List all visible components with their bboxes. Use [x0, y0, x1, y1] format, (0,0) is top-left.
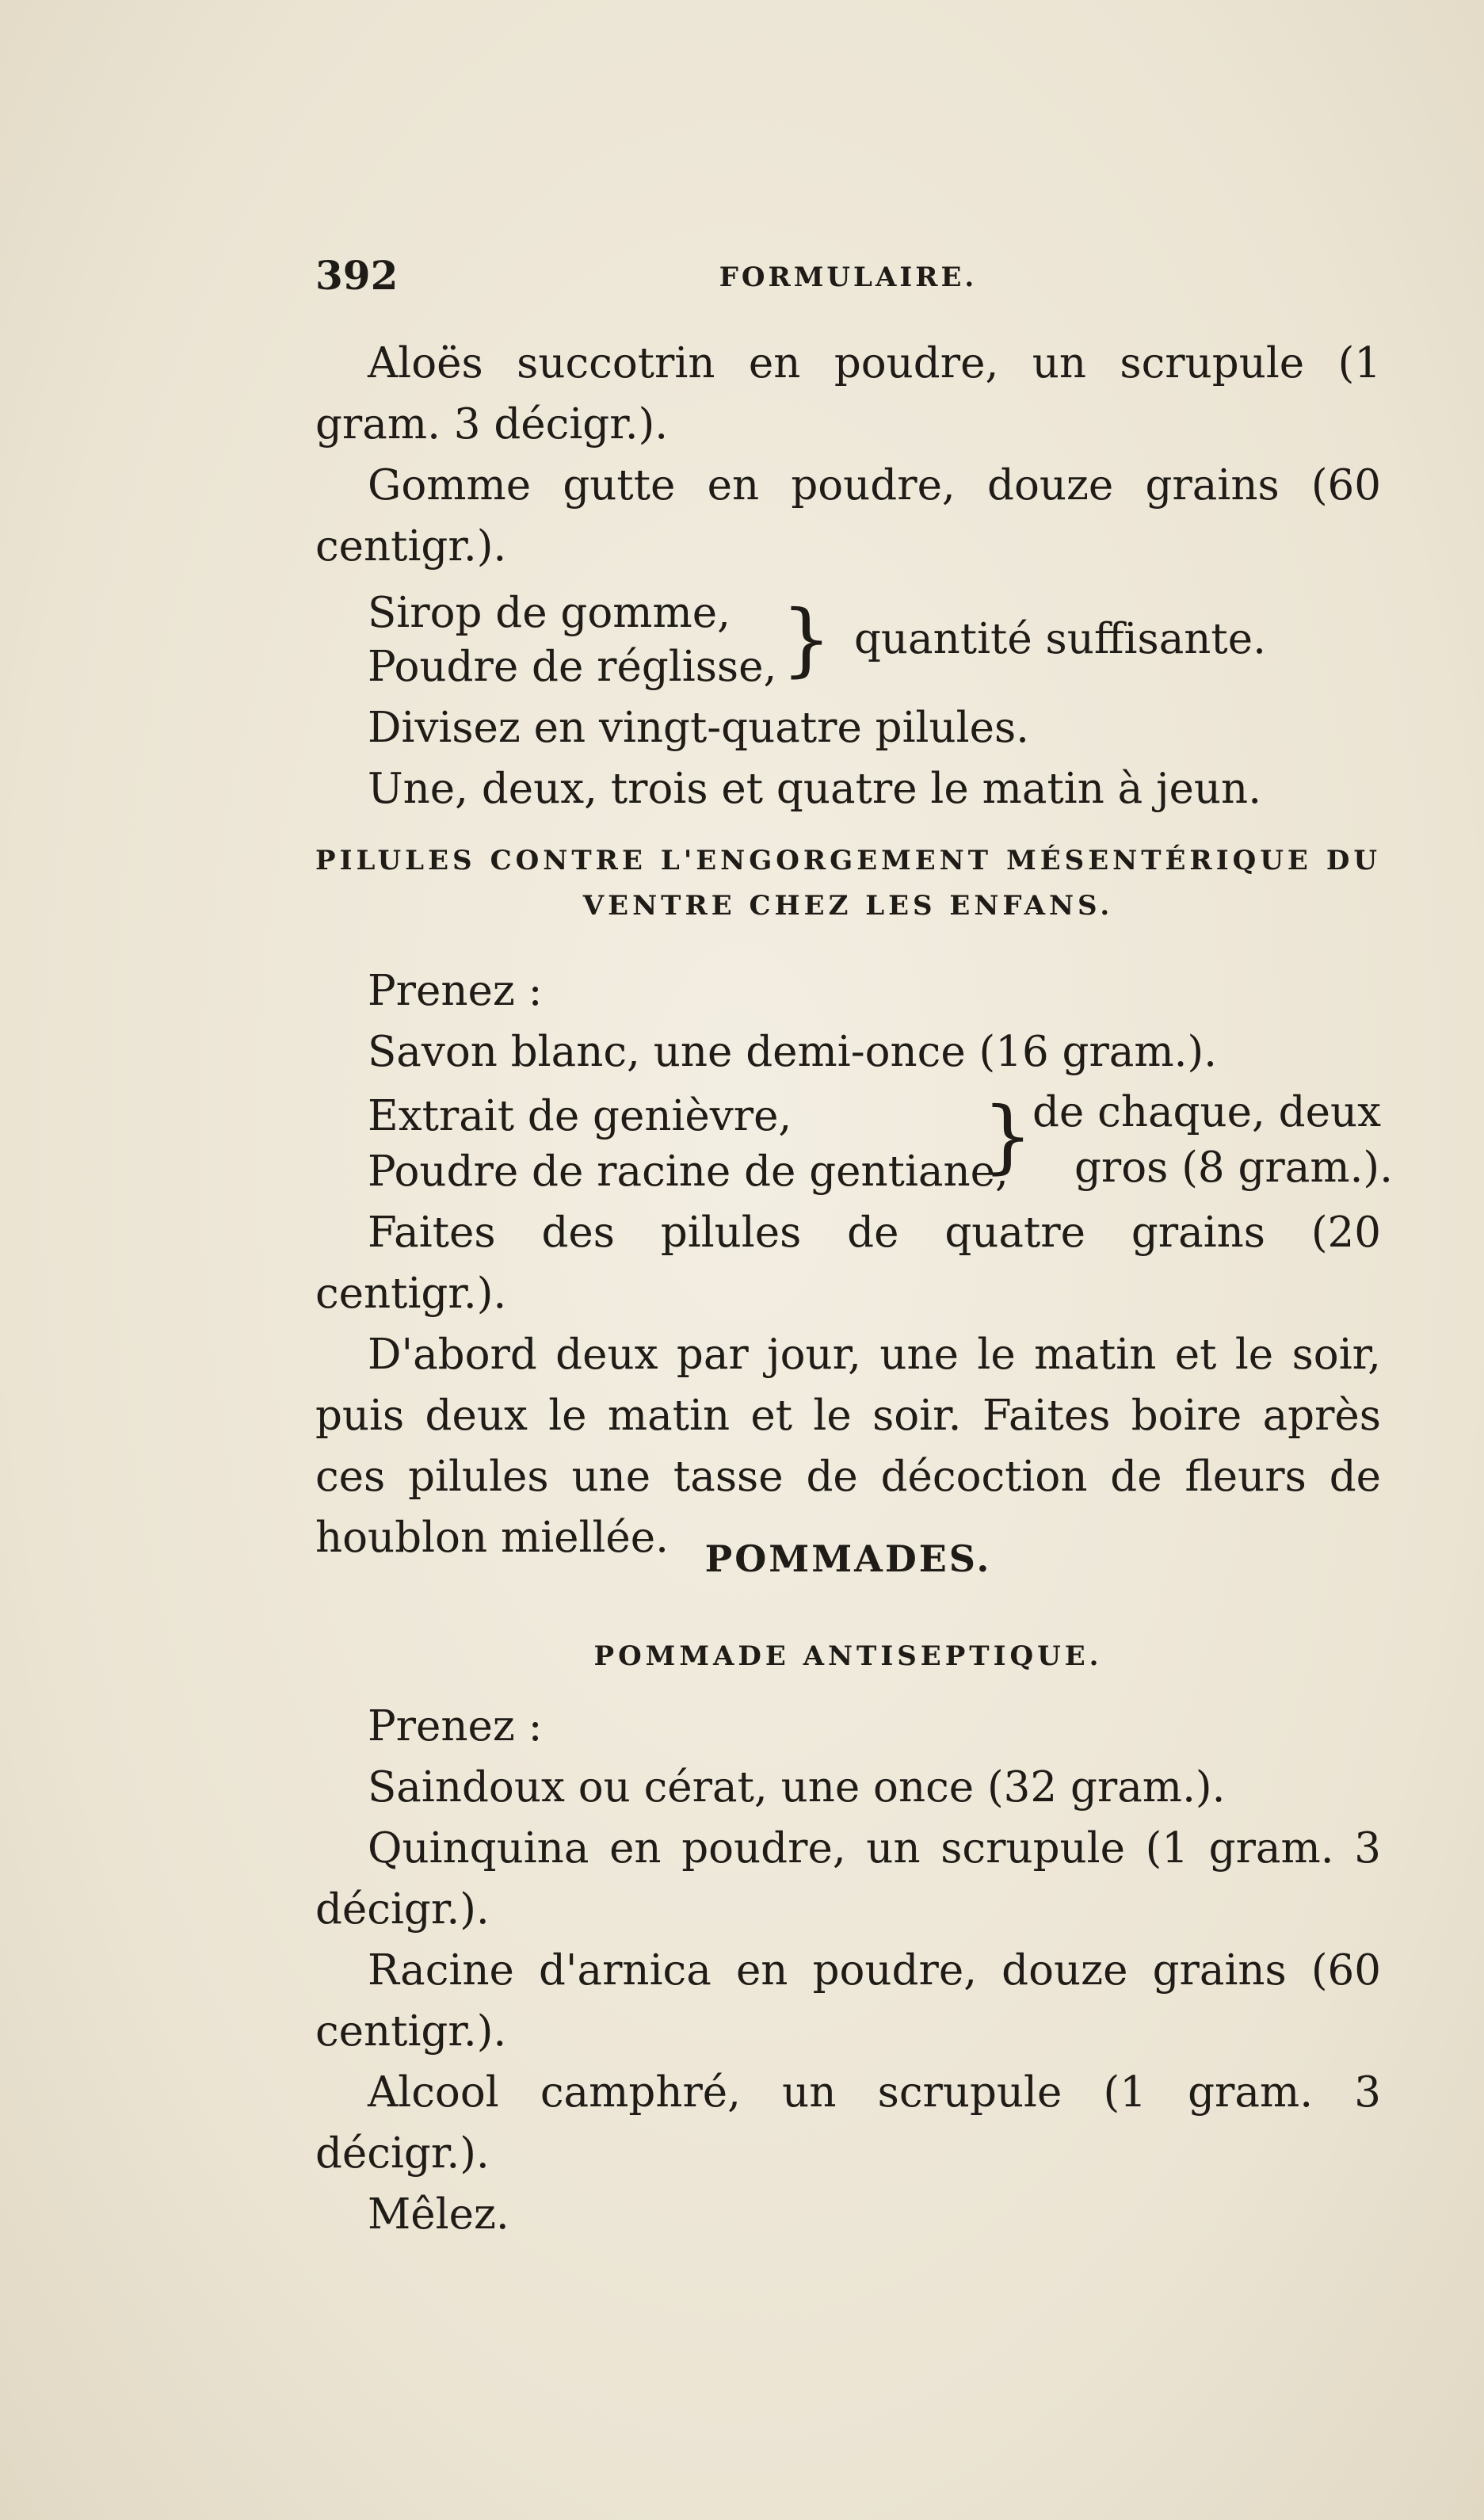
instruction-faites: Faites des pilules de quatre grains (20 centigr.).: [315, 1208, 1381, 1318]
recipe-2-top: [315, 960, 1381, 1082]
ingredient-quinquina: Quinquina en poudre, un scrupule (1 gram. 3 décigr.).: [315, 1824, 1381, 1934]
pommade-body: [315, 1696, 1381, 2245]
instruction-melez: Mêlez.: [368, 2190, 509, 2239]
instruction-divisez: Divisez en vingt-quatre pilules.: [368, 704, 1030, 752]
brace-group-2: [315, 1086, 1393, 1205]
ingredient-savon: Savon blanc, une demi-once (16 gram.).: [368, 1028, 1218, 1076]
recipe-subtitle: POMMADE ANTISEPTIQUE.: [593, 1640, 1103, 1672]
ingredient-poudre-reglisse: Poudre de réglisse,: [368, 643, 777, 691]
ingredient-gentiane: Poudre de racine de gentiane,: [368, 1147, 1009, 1196]
page-number: 392: [315, 252, 399, 299]
brace-quantity-line-2: gros (8 gram.).: [1074, 1144, 1393, 1192]
brace-quantity: quantité suffisante.: [854, 615, 1266, 663]
recipe-title-line-1: PILULES CONTRE L'ENGORGEMENT MÉSENTÉRIQUE DU: [315, 845, 1381, 876]
recipe-1-top: [315, 333, 1381, 577]
brace-symbol: }: [982, 1090, 1033, 1182]
ingredient-sirop: Sirop de gomme,: [368, 589, 731, 637]
recipe-2-heading: [315, 838, 1381, 929]
section-title: POMMADES.: [704, 1537, 992, 1580]
pommades-section: [315, 1537, 1381, 1580]
ingredient-alcool: Alcool camphré, un scrupule (1 gram. 3 décigr.).: [315, 2068, 1381, 2178]
instruction-dosage: D'abord deux par jour, une le matin et le soir, puis deux le matin et le soir. Faites boire après ces pilules une tasse de décoction de fleurs de houblon miellée.: [315, 1331, 1381, 1562]
ingredient-saindoux: Saindoux ou cérat, une once (32 gram.).: [368, 1763, 1226, 1812]
brace-quantity-line-1: de chaque, deux: [1032, 1088, 1381, 1136]
recipe-1-bottom: [315, 697, 1381, 819]
recipe-title-line-2: VENTRE CHEZ LES ENFANS.: [582, 890, 1114, 922]
prenez-label: Prenez :: [368, 967, 543, 1015]
prenez-label: Prenez :: [368, 1702, 543, 1751]
brace-group-1: [315, 582, 1381, 701]
ingredient-genievre: Extrait de genièvre,: [368, 1092, 792, 1140]
pommade-heading: [315, 1634, 1381, 1679]
ingredient-gomme-gutte: Gomme gutte en poudre, douze grains (60 centigr.).: [315, 461, 1381, 571]
brace-symbol: }: [781, 593, 832, 685]
ingredient-arnica: Racine d'arnica en poudre, douze grains (60 centigr.).: [315, 1946, 1381, 2056]
ingredient-aloes: Aloës succotrin en poudre, un scrupule (1 gram. 3 décigr.).: [315, 339, 1381, 449]
page-header: [315, 252, 1381, 300]
recipe-2-bottom: [315, 1202, 1381, 1568]
instruction-dosage: Une, deux, trois et quatre le matin à jeun.: [368, 765, 1262, 813]
running-head: FORMULAIRE.: [719, 262, 978, 293]
